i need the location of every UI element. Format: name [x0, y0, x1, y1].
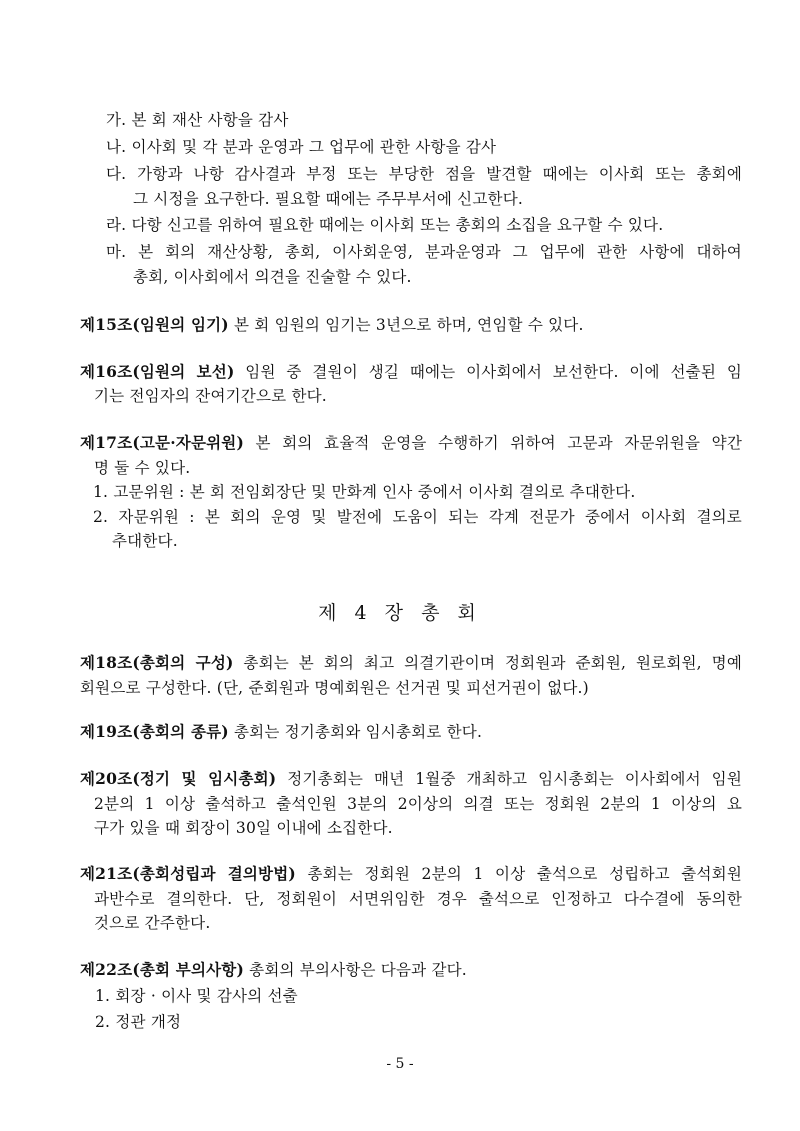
- article-title: 제21조(총회성립과 결의방법): [80, 864, 296, 883]
- list-item-da: 다. 가항과 나항 감사결과 부정 또는 부당한 점을 발견할 때에는 이사회 또는 총회에: [106, 165, 742, 183]
- article-title: 제18조(총회의 구성): [80, 653, 234, 672]
- article-22: 제22조(총회 부의사항) 총회의 부의사항은 다음과 같다.: [80, 960, 467, 979]
- article-20-cont-2: 구가 있을 때 회장이 30일 이내에 소집한다.: [94, 819, 393, 837]
- article-title: 제22조(총회 부의사항): [80, 960, 245, 979]
- article-19: 제19조(총회의 종류) 총회는 정기총회와 임시총회로 한다.: [80, 722, 483, 741]
- article-20-cont-1: 2분의 1 이상 출석하고 출석인원 3분의 2이상의 의결 또는 정회원 2분의 1 이상의 요: [94, 795, 742, 813]
- list-item-na: 나. 이사회 및 각 분과 운영과 그 업무에 관한 사항을 감사: [106, 138, 497, 156]
- article-20: 제20조(정기 및 임시총회) 정기총회는 매년 1월중 개최하고 임시총회는 이사회에서 임원: [80, 769, 742, 788]
- article-17: 제17조(고문·자문위원) 본 회의 효율적 운영을 수행하기 위하여 고문과 자문위원을 약간: [80, 433, 742, 452]
- article-16-cont: 기는 전임자의 잔여기간으로 한다.: [94, 387, 327, 405]
- article-title: 제15조(임원의 임기): [80, 315, 229, 334]
- article-17-item-2: 2. 자문위원 : 본 회의 운영 및 발전에 도움이 되는 각계 전문가 중에서 이사회 결의로: [93, 508, 742, 526]
- article-title: 제16조(임원의 보선): [80, 362, 235, 381]
- article-22-item-1: 1. 회장 · 이사 및 감사의 선출: [95, 987, 298, 1005]
- chapter-heading: 제 4 장 총 회: [318, 602, 482, 624]
- list-item-ma: 마. 본 회의 재산상황, 총회, 이사회운영, 분과운영과 그 업무에 관한 사항에 대하여: [106, 243, 742, 261]
- article-21-cont-1: 과반수로 결의한다. 단, 정회원이 서면위임한 경우 출석으로 인정하고 다수결에 동의한: [94, 890, 742, 908]
- list-item-ga: 가. 본 회 재산 사항을 감사: [106, 111, 289, 129]
- article-16: 제16조(임원의 보선) 임원 중 결원이 생길 때에는 이사회에서 보선한다. 이에 선출된 임: [80, 362, 742, 381]
- article-22-item-2: 2. 정관 개정: [95, 1013, 182, 1031]
- article-21: 제21조(총회성립과 결의방법) 총회는 정회원 2분의 1 이상 출석으로 성립하고 출석회원: [80, 864, 742, 883]
- article-21-cont-2: 것으로 간주한다.: [94, 914, 211, 932]
- article-17-cont: 명 둘 수 있다.: [94, 459, 191, 477]
- article-17-item-2-cont: 추대한다.: [112, 532, 178, 550]
- article-15: 제15조(임원의 임기) 본 회 임원의 임기는 3년으로 하며, 연임할 수 있다.: [80, 315, 584, 334]
- article-title: 제19조(총회의 종류): [80, 722, 229, 741]
- article-17-item-1: 1. 고문위원 : 본 회 전임회장단 및 만화계 인사 중에서 이사회 결의로 추대한다.: [93, 483, 636, 501]
- article-18: 제18조(총회의 구성) 총회는 본 회의 최고 의결기관이며 정회원과 준회원, 원로회원, 명예: [80, 653, 742, 672]
- article-18-cont: 회원으로 구성한다. (단, 준회원과 명예회원은 선거권 및 피선거권이 없다.): [80, 679, 589, 697]
- list-item-da-cont: 그 시정을 요구한다. 필요할 때에는 주무부서에 신고한다.: [133, 190, 523, 208]
- list-item-ra: 라. 다항 신고를 위하여 필요한 때에는 이사회 또는 총회의 소집을 요구할 수 있다.: [106, 216, 664, 234]
- list-item-ma-cont: 총회, 이사회에서 의견을 진술할 수 있다.: [133, 268, 412, 286]
- article-title: 제20조(정기 및 임시총회): [80, 769, 277, 788]
- article-title: 제17조(고문·자문위원): [80, 433, 245, 452]
- page-number: - 5 -: [386, 1056, 414, 1072]
